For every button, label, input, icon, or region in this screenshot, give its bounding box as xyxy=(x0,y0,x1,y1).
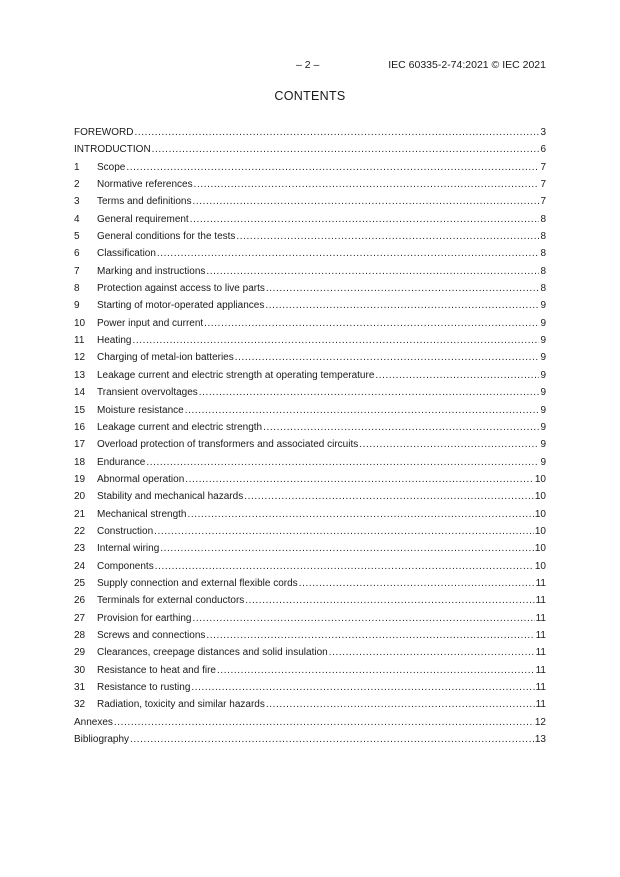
toc-entry-label: Screws and connections xyxy=(97,629,206,641)
toc-entry[interactable] xyxy=(74,349,546,366)
toc-entry-label: FOREWORD xyxy=(74,127,134,138)
toc-entry-number: 10 xyxy=(74,317,86,329)
toc-entry-label: Radiation, toxicity and similar hazards xyxy=(97,699,265,711)
toc-entry[interactable] xyxy=(74,124,546,141)
toc-entry-page: 7 xyxy=(540,196,546,208)
toc-entry-page: 9 xyxy=(540,335,546,347)
toc-entry-label: Endurance xyxy=(97,456,146,468)
toc-entry-label: Normative references xyxy=(97,179,193,191)
toc-entry[interactable] xyxy=(74,297,546,314)
toc-entry-number: 17 xyxy=(74,439,86,451)
dot-leader xyxy=(236,228,539,245)
dot-leader xyxy=(266,280,540,297)
toc-entry-label: Construction xyxy=(97,525,154,537)
toc-entry[interactable] xyxy=(74,402,546,419)
toc-entry[interactable] xyxy=(74,558,546,575)
toc-entry-label: Power input and current xyxy=(97,317,204,329)
standard-identifier: IEC 60335-2-74:2021 © IEC 2021 xyxy=(388,59,546,71)
dot-leader xyxy=(206,627,534,644)
toc-entry-label: Bibliography xyxy=(74,734,130,746)
toc-entry-label: Protection against access to live parts xyxy=(97,283,265,295)
dot-leader xyxy=(204,315,539,332)
toc-entry-page: 9 xyxy=(540,404,546,416)
dot-leader xyxy=(130,731,534,748)
page-number: – 2 – xyxy=(296,59,320,71)
toc-entry-page: 11 xyxy=(535,647,546,659)
toc-entry-label: Terms and definitions xyxy=(97,196,192,208)
toc-entry-label: Charging of metal-ion batteries xyxy=(97,352,234,364)
toc-entry-label: Scope xyxy=(97,161,126,173)
toc-entry-label: Clearances, creepage distances and solid insulation xyxy=(97,647,328,659)
toc-entry-number: 12 xyxy=(74,352,86,364)
toc-entry-number: 29 xyxy=(74,647,86,659)
dot-leader xyxy=(299,575,535,592)
toc-entry-label: Mechanical strength xyxy=(97,508,187,520)
toc-entry-number: 4 xyxy=(74,213,80,225)
toc-entry[interactable] xyxy=(74,315,546,332)
toc-entry-label: Transient overvoltages xyxy=(97,387,198,399)
toc-entry-number: 19 xyxy=(74,473,86,485)
toc-entry-number: 8 xyxy=(74,283,80,295)
toc-entry-number: 23 xyxy=(74,543,86,555)
toc-entry-number: 27 xyxy=(74,612,86,624)
dot-leader xyxy=(114,714,534,731)
toc-entry-label: Classification xyxy=(97,248,156,260)
toc-entry-number: 9 xyxy=(74,300,80,312)
toc-entry-page: 9 xyxy=(540,456,546,468)
toc-entry[interactable] xyxy=(74,245,546,262)
table-of-contents xyxy=(74,124,546,748)
dot-leader xyxy=(188,506,534,523)
toc-entry-page: 9 xyxy=(540,317,546,329)
toc-entry-number: 16 xyxy=(74,421,86,433)
toc-entry[interactable] xyxy=(74,141,546,158)
toc-entry-label: Annexes xyxy=(74,716,113,728)
toc-entry-page: 11 xyxy=(535,664,546,676)
dot-leader xyxy=(185,471,534,488)
toc-entry-label: Heating xyxy=(97,335,132,347)
dot-leader xyxy=(191,679,534,696)
dot-leader xyxy=(157,245,540,262)
toc-entry-page: 11 xyxy=(535,682,546,693)
toc-entry-number: 6 xyxy=(74,248,80,260)
toc-entry[interactable] xyxy=(74,662,546,679)
dot-leader xyxy=(375,367,539,384)
toc-entry-page: 9 xyxy=(540,421,546,433)
toc-entry[interactable] xyxy=(74,523,546,540)
toc-entry-page: 11 xyxy=(535,629,546,641)
toc-entry-page: 10 xyxy=(534,508,546,520)
dot-leader xyxy=(206,263,539,280)
dot-leader xyxy=(193,193,540,210)
toc-entry[interactable] xyxy=(74,228,546,245)
toc-entry[interactable] xyxy=(74,731,546,748)
dot-leader xyxy=(132,332,539,349)
toc-entry-page: 7 xyxy=(540,161,546,173)
dot-leader xyxy=(359,436,539,453)
toc-entry-page: 10 xyxy=(534,543,546,555)
toc-entry[interactable] xyxy=(74,436,546,453)
dot-leader xyxy=(244,488,534,505)
toc-entry[interactable] xyxy=(74,211,546,228)
toc-entry-label: Resistance to heat and fire xyxy=(97,664,216,676)
toc-entry-number: 13 xyxy=(74,369,86,381)
toc-entry[interactable] xyxy=(74,575,546,592)
toc-entry[interactable] xyxy=(74,627,546,644)
toc-entry-number: 32 xyxy=(74,699,86,711)
toc-entry-label: Supply connection and external flexible cords xyxy=(97,577,298,589)
dot-leader xyxy=(185,402,540,419)
toc-entry-page: 11 xyxy=(535,577,546,589)
toc-entry[interactable] xyxy=(74,332,546,349)
toc-entry-label: General requirement xyxy=(97,213,189,225)
toc-entry-label: Stability and mechanical hazards xyxy=(97,491,244,503)
toc-entry[interactable] xyxy=(74,454,546,471)
toc-entry-label: Components xyxy=(97,560,154,572)
dot-leader xyxy=(329,644,535,661)
toc-entry-page: 8 xyxy=(540,213,546,225)
toc-entry-number: 20 xyxy=(74,491,86,503)
toc-entry[interactable] xyxy=(74,193,546,210)
toc-entry-number: 14 xyxy=(74,387,86,399)
toc-entry-number: 15 xyxy=(74,404,86,416)
toc-entry-page: 13 xyxy=(534,734,546,746)
toc-entry-page: 8 xyxy=(540,248,546,260)
toc-entry-label: Provision for earthing xyxy=(97,612,192,624)
dot-leader xyxy=(152,141,540,158)
dot-leader xyxy=(146,454,539,471)
toc-entry[interactable] xyxy=(74,644,546,661)
dot-leader xyxy=(160,540,534,557)
toc-entry-label: Leakage current and electric strength at operating temperature xyxy=(97,369,375,381)
toc-entry-number: 3 xyxy=(74,196,80,208)
toc-entry-number: 5 xyxy=(74,231,80,243)
dot-leader xyxy=(154,523,534,540)
toc-entry-page: 9 xyxy=(540,300,546,312)
toc-entry-page: 9 xyxy=(540,387,546,399)
toc-entry[interactable] xyxy=(74,384,546,401)
toc-entry-label: Internal wiring xyxy=(97,543,160,555)
toc-entry-label: Overload protection of transformers and associated circuits xyxy=(97,439,359,451)
dot-leader xyxy=(199,384,540,401)
toc-entry-number: 21 xyxy=(74,508,86,520)
dot-leader xyxy=(194,176,540,193)
toc-entry-number: 11 xyxy=(74,335,85,347)
toc-entry-page: 11 xyxy=(535,699,546,711)
toc-entry[interactable] xyxy=(74,592,546,609)
toc-entry-label: Marking and instructions xyxy=(97,265,206,277)
toc-entry-page: 7 xyxy=(540,179,546,191)
toc-entry-label: Leakage current and electric strength xyxy=(97,421,263,433)
toc-entry-number: 22 xyxy=(74,525,86,537)
toc-entry[interactable] xyxy=(74,159,546,176)
toc-entry[interactable] xyxy=(74,696,546,713)
toc-entry-page: 9 xyxy=(540,439,546,451)
dot-leader xyxy=(134,124,539,141)
toc-entry-number: 7 xyxy=(74,265,80,277)
toc-entry[interactable] xyxy=(74,419,546,436)
toc-entry-label: INTRODUCTION xyxy=(74,144,151,156)
toc-entry-page: 10 xyxy=(534,525,546,537)
dot-leader xyxy=(265,297,539,314)
toc-entry-page: 12 xyxy=(534,716,546,728)
toc-entry-label: Moisture resistance xyxy=(97,404,184,416)
toc-entry[interactable] xyxy=(74,679,546,696)
toc-entry-page: 8 xyxy=(540,283,546,295)
toc-entry[interactable] xyxy=(74,488,546,505)
toc-entry-number: 18 xyxy=(74,456,86,468)
toc-entry-number: 31 xyxy=(74,682,86,693)
toc-entry-page: 9 xyxy=(540,352,546,364)
toc-entry-page: 9 xyxy=(540,369,546,381)
dot-leader xyxy=(266,696,535,713)
page-title: CONTENTS xyxy=(274,89,346,103)
toc-entry[interactable] xyxy=(74,367,546,384)
dot-leader xyxy=(193,610,535,627)
toc-entry-page: 3 xyxy=(540,127,546,138)
toc-entry-page: 11 xyxy=(535,595,546,607)
toc-entry-label: Terminals for external conductors xyxy=(97,595,245,607)
toc-entry-number: 28 xyxy=(74,629,86,641)
dot-leader xyxy=(263,419,539,436)
toc-entry[interactable] xyxy=(74,471,546,488)
dot-leader xyxy=(126,159,539,176)
toc-entry-label: Resistance to rusting xyxy=(97,682,191,693)
dot-leader xyxy=(155,558,534,575)
dot-leader xyxy=(245,592,534,609)
toc-entry-label: Abnormal operation xyxy=(97,473,185,485)
toc-entry-page: 10 xyxy=(534,473,546,485)
toc-entry-number: 2 xyxy=(74,179,80,191)
toc-entry-number: 1 xyxy=(74,161,80,173)
toc-entry-page: 10 xyxy=(534,560,546,572)
dot-leader xyxy=(217,662,535,679)
toc-entry-number: 30 xyxy=(74,664,86,676)
toc-entry[interactable] xyxy=(74,280,546,297)
toc-entry[interactable] xyxy=(74,263,546,280)
toc-entry[interactable] xyxy=(74,176,546,193)
toc-entry[interactable] xyxy=(74,540,546,557)
dot-leader xyxy=(190,211,540,228)
toc-entry[interactable] xyxy=(74,714,546,731)
toc-entry-number: 25 xyxy=(74,577,86,589)
toc-entry-number: 24 xyxy=(74,560,86,572)
dot-leader xyxy=(235,349,540,366)
toc-entry-page: 8 xyxy=(540,265,546,277)
toc-entry-page: 10 xyxy=(534,491,546,503)
toc-entry-page: 11 xyxy=(535,612,546,624)
toc-entry[interactable] xyxy=(74,610,546,627)
toc-entry-page: 6 xyxy=(540,144,546,156)
toc-entry-label: Starting of motor-operated appliances xyxy=(97,300,265,312)
toc-entry-label: General conditions for the tests xyxy=(97,231,236,243)
toc-entry-number: 26 xyxy=(74,595,86,607)
toc-entry-page: 8 xyxy=(540,231,546,243)
page-header xyxy=(0,59,620,73)
toc-entry[interactable] xyxy=(74,506,546,523)
